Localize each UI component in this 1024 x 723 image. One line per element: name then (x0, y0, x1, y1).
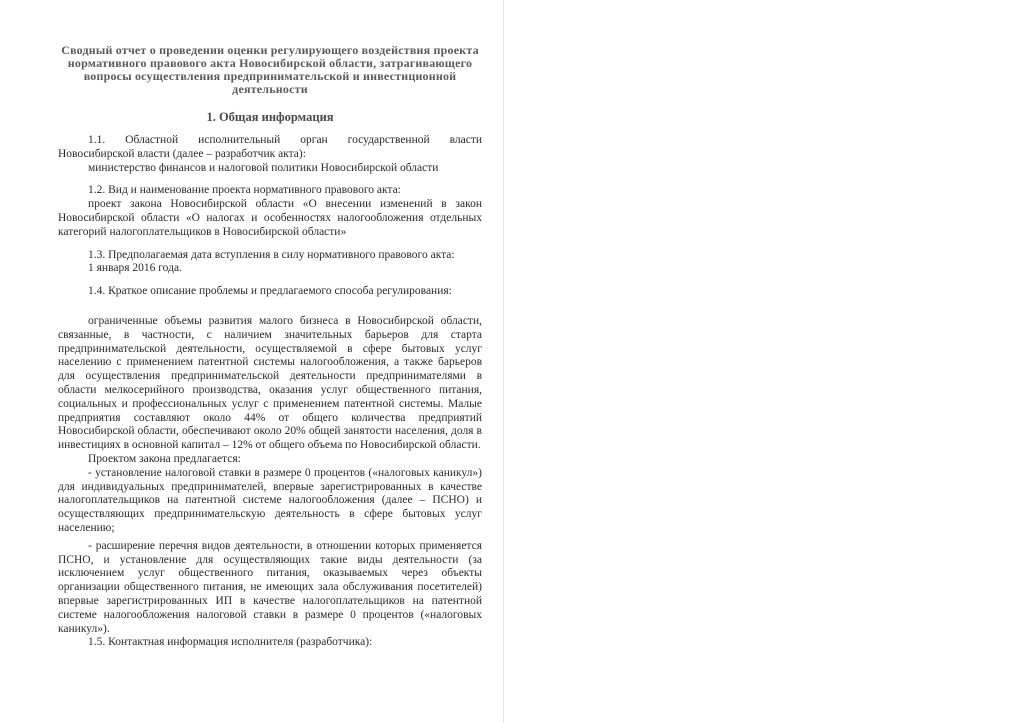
item-1-3-value: 1 января 2016 года. (88, 262, 182, 275)
left-page-column (58, 44, 482, 650)
document-title (58, 44, 482, 96)
title-line-3: вопросы осуществления предпринимательской и инвестиционной (83, 69, 457, 83)
item-1-2-label: 1.2. Вид и наименование проекта нормативного правового акта: (88, 184, 401, 197)
item-1-1-label-line2: Новосибирской власти (далее – разработчик акта): (58, 147, 306, 160)
item-1-5-label: 1.5. Контактная информация исполнителя (разработчика): (88, 636, 373, 649)
item-1-4-bullet-2: - расширение перечня видов деятельности, в отношении которых применяется ПСНО, и установление для осуществляющих такие виды деятельности (за исключением услуг общественного питания, оказываемых через объекты организации общественного питания, не имеющих зала обслуживания посетителей) впервые зарегистрированных ИП в качестве налогоплательщиков на патентной системе налогообложения налоговой ставки в размере 0 процентов («налоговых каникул»). (58, 539, 482, 635)
section-1-heading: 1. Общая информация (206, 110, 334, 124)
item-1-4-proposal-intro: Проектом закона предлагается: (88, 452, 241, 465)
item-1-4-bullet-1: - установление налоговой ставки в размере 0 процентов («налоговых каникул») для индивидуальных предпринимателей, впервые зарегистрированных в качестве налогоплательщиков на патентной системе налогообложения (далее – ПСНО) и осуществляющих предпринимательскую деятельность в сфере бытовых услуг населению; (58, 466, 482, 534)
item-1-1-value: министерство финансов и налоговой политики Новосибирской области (88, 161, 439, 174)
item-1-4-label: 1.4. Краткое описание проблемы и предлагаемого способа регулирования: (88, 285, 452, 298)
item-1-2-value: проект закона Новосибирской области «О внесении изменений в закон Новосибирской области «О налогах и особенностях налогообложения отдельных категорий налогоплательщиков в Новосибирской области» (58, 198, 482, 238)
title-line-4: деятельности (232, 82, 308, 96)
title-line-2: нормативного правового акта Новосибирской области, затрагивающего (67, 56, 473, 70)
item-1-1-label-line1: 1.1. Областной исполнительный орган государственной власти (88, 134, 482, 146)
blank-right-page (504, 0, 1024, 723)
item-1-3-label: 1.3. Предполагаемая дата вступления в силу нормативного правового акта: (88, 248, 455, 261)
item-1-4-problem: ограниченные объемы развития малого бизнеса в Новосибирской области, связанные, в частности, с наличием значительных барьеров для старта предпринимательской деятельности, осуществляемой в сфере бытовых услуг населению с применением патентной системы налогообложения, а также барьеров для осуществления предпринимательской деятельности предпринимателями в области мелкосерийного производства, оказания услуг общественного питания, социальных и профессиональных услуг с применением патентной системы. Малые предприятия составляют около 44% от общего количества предприятий Новосибирской области, обеспечивают около 20% общей занятости населения, доля в инвестициях в основной капитал – 12% от общего объема по Новосибирской области. (58, 314, 482, 452)
title-line-1: Сводный отчет о проведении оценки регулирующего воздействия проекта (61, 43, 479, 57)
